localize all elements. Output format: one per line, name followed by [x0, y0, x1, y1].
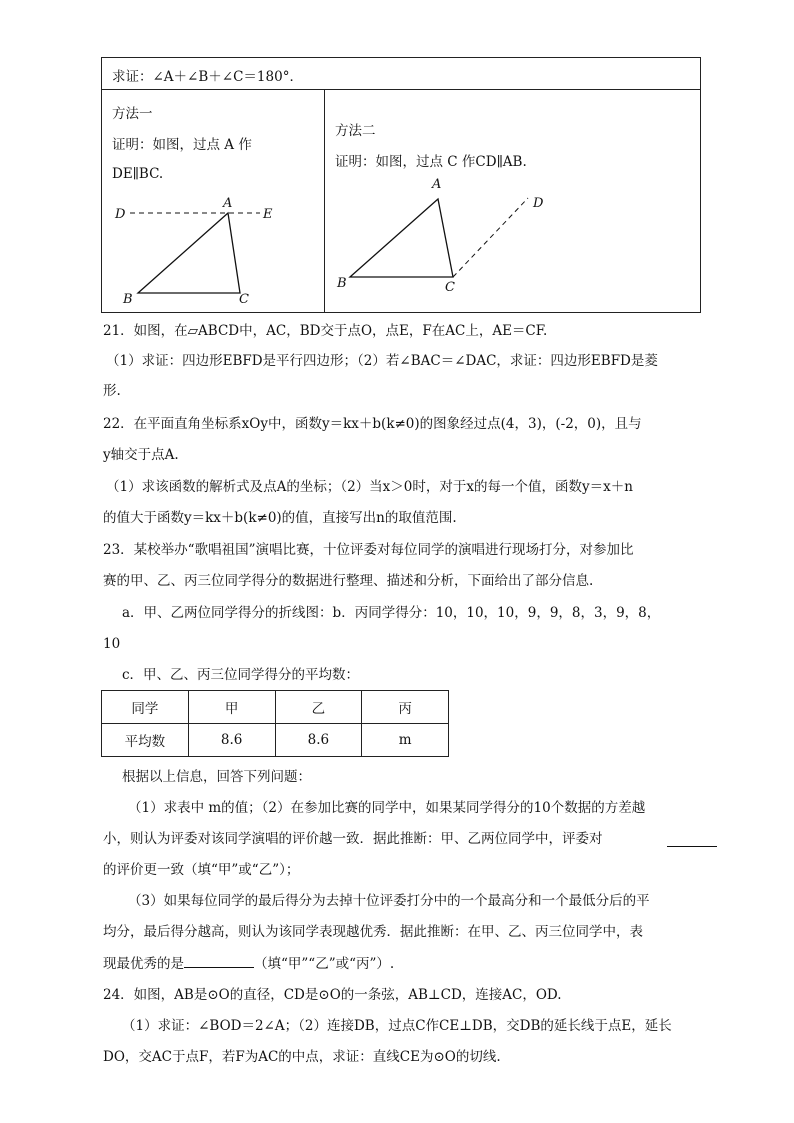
answer-blank-1[interactable]	[667, 832, 717, 847]
average-score-table	[101, 690, 449, 757]
q24-line-3: DO，交AC于点F，若F为AC的中点，求证：直线CE为⊙O的切线.	[103, 1049, 501, 1065]
q23-line-12-a: 现最优秀的是	[103, 956, 184, 972]
q23-line-12-b: （填“甲”“乙”或“丙”）.	[254, 956, 395, 972]
label-a-1: A	[223, 196, 233, 211]
q22-line-2: y轴交于点A.	[103, 447, 179, 463]
method2-text-1: 证明：如图，过点 C 作CD∥AB.	[335, 154, 527, 170]
table-header-cell: 丙	[362, 691, 449, 724]
q23-line-1: 23．某校举办“歌唱祖国”演唱比赛，十位评委对每位同学的演唱进行现场打分，对参加比	[103, 542, 634, 558]
q21-line-2: （1）求证：四边形EBFD是平行四边形；（2）若∠BAC＝∠DAC，求证：四边形EBFD是菱	[106, 353, 658, 369]
table-header-cell: 同学	[102, 691, 189, 724]
q22-line-4: 的值大于函数y＝kx＋b(k≠0)的值，直接写出n的取值范围.	[103, 510, 457, 526]
label-d-2: D	[533, 196, 544, 211]
q23-line-9: 的评价更一致（填“甲”或“乙”）；	[103, 862, 300, 878]
table-header-cell: 甲	[188, 691, 275, 724]
table-row	[102, 691, 449, 724]
label-c-2: C	[445, 280, 455, 295]
q22-line-3: （1）求该函数的解析式及点A的坐标；（2）当x＞0时，对于x的每一个值，函数y＝x＋n	[106, 479, 633, 495]
label-a-2: A	[432, 177, 442, 192]
label-c-1: C	[239, 292, 249, 307]
q23-line-2: 赛的甲、乙、丙三位同学得分的数据进行整理、描述和分析，下面给出了部分信息.	[103, 573, 594, 589]
q23-line-5: c．甲、乙、丙三位同学得分的平均数：	[122, 667, 360, 683]
q23-line-12	[103, 953, 394, 974]
label-e-1: E	[263, 207, 273, 222]
line-cd	[453, 198, 528, 277]
method2-figure	[102, 58, 702, 314]
q24-line-1: 24．如图，AB是⊙O的直径，CD是⊙O的一条弦，AB⊥CD，连接AC，OD.	[103, 987, 562, 1003]
table-cell: 8.6	[188, 724, 275, 757]
label-b-1: B	[123, 292, 133, 307]
label-d-1: D	[115, 207, 126, 222]
table-header-cell: 乙	[275, 691, 362, 724]
q23-line-10: （3）如果每位同学的最后得分为去掉十位评委打分中的一个最高分和一个最低分后的平	[128, 893, 650, 909]
q23-line-3: a．甲、乙两位同学得分的折线图：b．丙同学得分：10，10，10，9，9，8，3，9，8，	[122, 605, 661, 621]
label-b-2: B	[337, 276, 347, 291]
table-cell: 平均数	[102, 724, 189, 757]
table-row	[102, 724, 449, 757]
proof-statement: 求证：∠A＋∠B＋∠C＝180°．	[102, 58, 700, 90]
q24-line-2: （1）求证：∠BOD＝2∠A；（2）连接DB，过点C作CE⊥DB，交DB的延长线于点E，延长	[122, 1018, 672, 1034]
method1-text-2: DE∥BC.	[112, 166, 164, 182]
answer-blank-2[interactable]	[184, 953, 254, 968]
proof-table	[101, 57, 701, 313]
q23-line-6: 根据以上信息，回答下列问题：	[122, 769, 311, 785]
table-cell: 8.6	[275, 724, 362, 757]
q21-line-3: 形.	[103, 383, 121, 399]
q21-line-1: 21．如图，在▱ABCD中，AC，BD交于点O，点E，F在AC上，AE＝CF.	[103, 323, 548, 339]
q23-line-7: （1）求表中 m的值；（2）在参加比赛的同学中，如果某同学得分的10个数据的方差越	[128, 800, 646, 816]
method1-text-1: 证明：如图，过点 A 作	[112, 137, 252, 153]
triangle-abc-2	[350, 199, 453, 277]
q23-line-4: 10	[103, 636, 121, 652]
q23-line-8: 小，则认为评委对该同学演唱的评价越一致．据此推断：甲、乙两位同学中，评委对	[103, 831, 603, 847]
q22-line-1: 22．在平面直角坐标系xOy中，函数y＝kx＋b(k≠0)的图象经过点(4，3)，(-2，0)，且与	[103, 416, 642, 432]
method2-title: 方法二	[335, 123, 376, 139]
method1-title: 方法一	[112, 106, 153, 122]
q23-line-11: 均分，最后得分越高，则认为该同学表现越优秀．据此推断：在甲、乙、丙三位同学中，表	[103, 924, 643, 940]
table-cell: m	[362, 724, 449, 757]
